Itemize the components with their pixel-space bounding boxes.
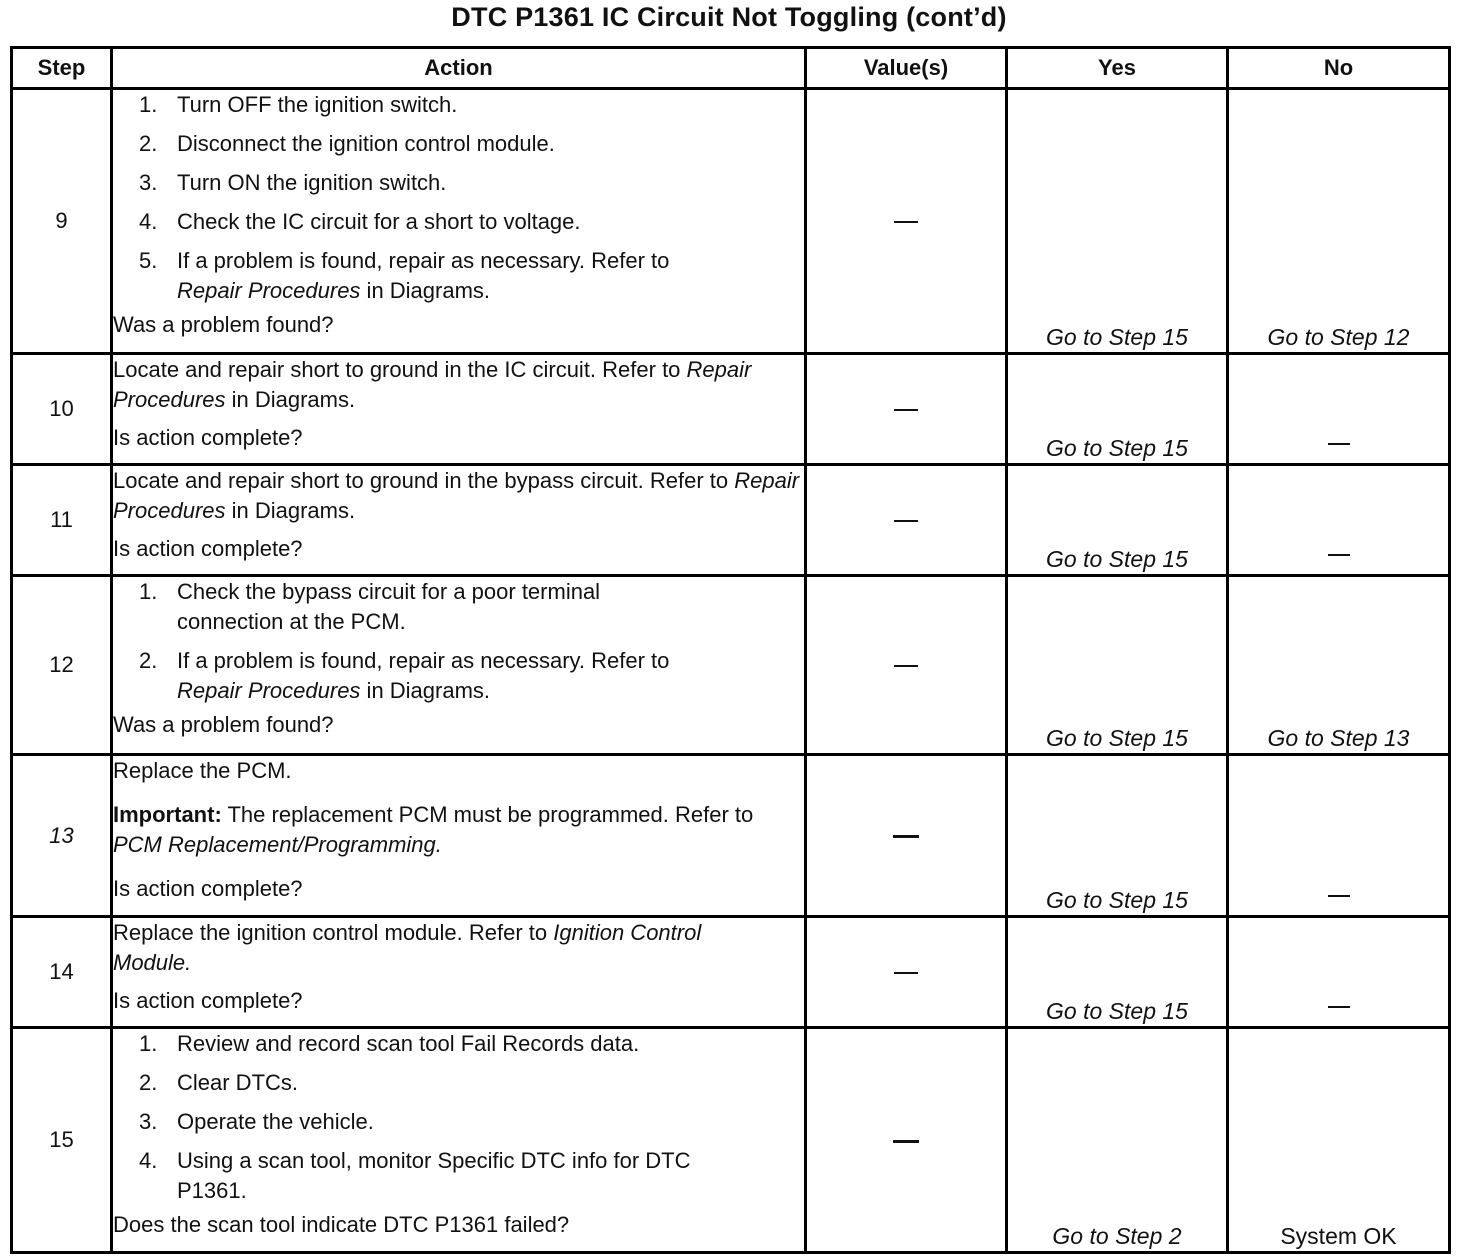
value-cell bbox=[806, 1028, 1007, 1253]
item-number: 2. bbox=[139, 131, 158, 156]
question-text: Does the scan tool indicate DTC P1361 failed? bbox=[113, 1212, 570, 1237]
important-note: Important: The replacement PCM must be programmed. Refer to PCM Replacement/Programming. bbox=[113, 802, 754, 857]
item-text: Using a scan tool, monitor Specific DTC info for DTC P1361. bbox=[177, 1148, 691, 1203]
header-values: Value(s) bbox=[806, 48, 1007, 89]
step-number: 14 bbox=[12, 917, 112, 1028]
action-cell bbox=[112, 354, 806, 465]
step-number: 10 bbox=[12, 354, 112, 465]
no-dash bbox=[1328, 554, 1350, 556]
item-number: 3. bbox=[139, 170, 158, 195]
header-step: Step bbox=[12, 48, 112, 89]
action-text: Locate and repair short to ground in the IC circuit. Refer to Repair Procedures in Diagrams. bbox=[113, 357, 752, 412]
action-cell bbox=[112, 576, 806, 755]
table-row bbox=[12, 89, 1450, 354]
yes-cell: Go to Step 15 bbox=[1007, 89, 1228, 354]
action-text: Locate and repair short to ground in the bypass circuit. Refer to Repair Procedures in Diagrams. bbox=[113, 468, 800, 523]
no-cell bbox=[1228, 755, 1450, 917]
question-text: Is action complete? bbox=[113, 425, 303, 450]
header-yes: Yes bbox=[1007, 48, 1228, 89]
action-cell bbox=[112, 1028, 806, 1253]
no-cell: System OK bbox=[1228, 1028, 1450, 1253]
repair-procedures-ref: Repair Procedures bbox=[113, 468, 800, 523]
list-item bbox=[113, 246, 804, 306]
question-text: Is action complete? bbox=[113, 536, 303, 561]
list-item bbox=[113, 1029, 804, 1059]
table-row bbox=[12, 576, 1450, 755]
action-text: Replace the ignition control module. Refer to Ignition Control Module. bbox=[113, 920, 702, 975]
item-text: Review and record scan tool Fail Records data. bbox=[177, 1031, 640, 1056]
page-title: DTC P1361 IC Circuit Not Toggling (cont’d) bbox=[451, 2, 1007, 32]
no-dash bbox=[1328, 443, 1350, 445]
value-dash bbox=[894, 972, 918, 974]
no-dash bbox=[1328, 1006, 1350, 1008]
item-number: 4. bbox=[139, 209, 158, 234]
item-number: 1. bbox=[139, 92, 158, 117]
no-cell bbox=[1228, 917, 1450, 1028]
value-dash bbox=[893, 835, 919, 838]
yes-cell: Go to Step 15 bbox=[1007, 917, 1228, 1028]
question-text: Was a problem found? bbox=[113, 312, 334, 337]
item-number: 2. bbox=[139, 1070, 158, 1095]
table-row bbox=[12, 917, 1450, 1028]
value-dash bbox=[894, 221, 918, 223]
item-text: Turn ON the ignition switch. bbox=[177, 170, 447, 195]
value-cell bbox=[806, 576, 1007, 755]
item-text: Disconnect the ignition control module. bbox=[177, 131, 555, 156]
no-cell: Go to Step 13 bbox=[1228, 576, 1450, 755]
list-item bbox=[113, 168, 804, 198]
list-item bbox=[113, 1107, 804, 1137]
action-list bbox=[113, 90, 804, 306]
important-label: Important: bbox=[113, 802, 222, 827]
list-item bbox=[113, 577, 804, 637]
item-number: 2. bbox=[139, 648, 158, 673]
list-item bbox=[113, 90, 804, 120]
list-item bbox=[113, 1146, 804, 1206]
table-row bbox=[12, 354, 1450, 465]
item-number: 1. bbox=[139, 579, 158, 604]
yes-cell: Go to Step 2 bbox=[1007, 1028, 1228, 1253]
value-dash bbox=[893, 1140, 919, 1143]
action-text: Replace the PCM. bbox=[113, 758, 292, 783]
repair-procedures-ref: Repair Procedures bbox=[177, 678, 361, 703]
item-text: Turn OFF the ignition switch. bbox=[177, 92, 458, 117]
question-text: Was a problem found? bbox=[113, 712, 334, 737]
yes-cell: Go to Step 15 bbox=[1007, 576, 1228, 755]
item-text: Operate the vehicle. bbox=[177, 1109, 374, 1134]
value-cell bbox=[806, 354, 1007, 465]
item-number: 3. bbox=[139, 1109, 158, 1134]
list-item bbox=[113, 646, 804, 706]
action-cell bbox=[112, 755, 806, 917]
step-number: 12 bbox=[12, 576, 112, 755]
item-text: If a problem is found, repair as necessary. Refer to bbox=[177, 648, 670, 673]
ignition-module-ref: Ignition Control Module. bbox=[113, 920, 702, 975]
yes-cell: Go to Step 15 bbox=[1007, 465, 1228, 576]
step-number: 13 bbox=[12, 755, 112, 917]
item-text: Check the bypass circuit for a poor terminal connection at the PCM. bbox=[177, 579, 601, 634]
step-number: 15 bbox=[12, 1028, 112, 1253]
header-row bbox=[12, 48, 1450, 89]
repair-procedures-ref: Repair Procedures bbox=[113, 357, 752, 412]
question-text: Is action complete? bbox=[113, 876, 303, 901]
list-item bbox=[113, 1068, 804, 1098]
value-cell bbox=[806, 755, 1007, 917]
table-row bbox=[12, 755, 1450, 917]
value-cell bbox=[806, 89, 1007, 354]
action-cell bbox=[112, 465, 806, 576]
action-cell bbox=[112, 89, 806, 354]
diagnostic-table bbox=[10, 46, 1451, 1254]
action-cell bbox=[112, 917, 806, 1028]
list-item bbox=[113, 207, 804, 237]
item-text: Clear DTCs. bbox=[177, 1070, 299, 1095]
value-dash bbox=[894, 409, 918, 411]
item-number: 4. bbox=[139, 1148, 158, 1173]
item-number: 5. bbox=[139, 248, 158, 273]
table-row bbox=[12, 1028, 1450, 1253]
action-list bbox=[113, 577, 804, 706]
table-row bbox=[12, 465, 1450, 576]
no-cell bbox=[1228, 465, 1450, 576]
item-tail: in Diagrams. bbox=[360, 678, 491, 703]
no-cell: Go to Step 12 bbox=[1228, 89, 1450, 354]
step-number: 11 bbox=[12, 465, 112, 576]
header-no: No bbox=[1228, 48, 1450, 89]
value-dash bbox=[894, 665, 918, 667]
item-text: If a problem is found, repair as necessary. Refer to bbox=[177, 248, 670, 273]
item-tail: in Diagrams. bbox=[360, 278, 491, 303]
value-cell bbox=[806, 465, 1007, 576]
repair-procedures-ref: Repair Procedures bbox=[177, 278, 361, 303]
item-number: 1. bbox=[139, 1031, 158, 1056]
no-dash bbox=[1328, 895, 1350, 897]
value-cell bbox=[806, 917, 1007, 1028]
value-dash bbox=[894, 520, 918, 522]
no-cell bbox=[1228, 354, 1450, 465]
pcm-replacement-ref: PCM Replacement/Programming. bbox=[113, 832, 442, 857]
item-text: Check the IC circuit for a short to voltage. bbox=[177, 209, 581, 234]
header-action: Action bbox=[112, 48, 806, 89]
step-number: 9 bbox=[12, 89, 112, 354]
list-item bbox=[113, 129, 804, 159]
question-text: Is action complete? bbox=[113, 988, 303, 1013]
yes-cell: Go to Step 15 bbox=[1007, 755, 1228, 917]
action-list bbox=[113, 1029, 804, 1206]
yes-cell: Go to Step 15 bbox=[1007, 354, 1228, 465]
